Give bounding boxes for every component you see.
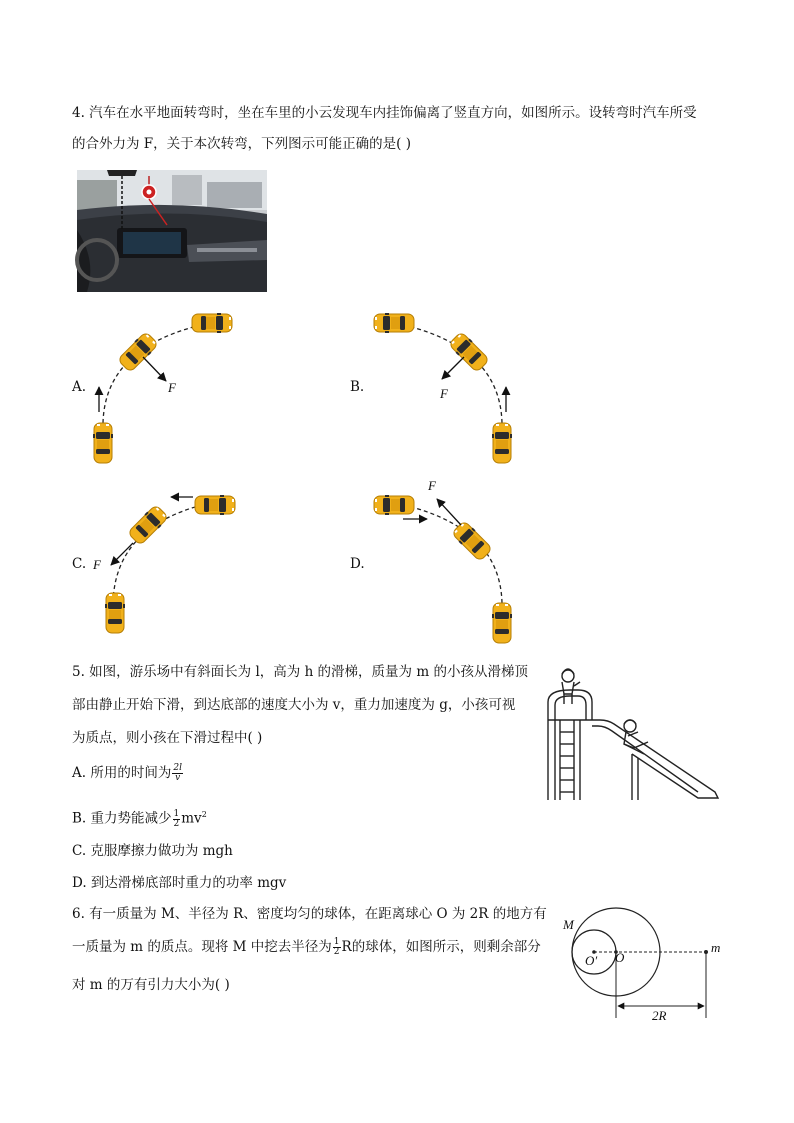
car-interior-photo: [77, 170, 267, 292]
q4-line2: 的合外力为 F，关于本次转弯，下列图示可能正确的是( ): [72, 136, 411, 152]
q5-option-b-fraction: [173, 810, 181, 829]
option-c-label: C.: [72, 556, 87, 572]
q6-line2-prefix: 一质量为 m 的质点。现将 M 中挖去半径为: [72, 939, 332, 955]
fraction-numerator: 2l: [173, 763, 182, 773]
q5-option-b-sup: 2: [201, 810, 207, 819]
q5-option-a-fraction: [172, 764, 183, 783]
force-label-c: F: [93, 557, 101, 572]
force-label-a: F: [168, 380, 176, 395]
q5-option-a: [72, 764, 184, 783]
option-d-label: D.: [350, 556, 365, 572]
q5-option-b: [72, 806, 207, 829]
force-label-d: F: [428, 478, 436, 493]
sphere-label-m: m: [711, 940, 721, 955]
q5-line2: 部由静止开始下滑，到达底部的速度大小为 v，重力加速度为 g，小孩可视: [72, 697, 516, 713]
q6-line2-suffix: R的球体，如图所示，则剩余部分: [341, 939, 541, 955]
diagram-c: [85, 485, 245, 645]
sphere-label-O: O: [615, 950, 625, 965]
fraction-denominator: 2: [333, 947, 340, 957]
sphere-label-2R: 2R: [652, 1008, 667, 1023]
q6-fraction: [333, 938, 341, 957]
slide-illustration: [540, 660, 725, 805]
diagram-a: [85, 305, 245, 475]
fraction-numerator: 1: [173, 808, 180, 819]
q6-line3: 对 m 的万有引力大小为( ): [72, 977, 230, 993]
q5-option-b-suffix: mv: [181, 810, 202, 827]
sphere-label-M: M: [563, 917, 574, 932]
q4-line1: 4. 汽车在水平地面转弯时，坐在车里的小云发现车内挂饰偏离了竖直方向，如图所示。设转弯时汽车所受: [72, 105, 697, 121]
q5-option-a-text: A. 所用的时间为: [72, 765, 172, 781]
q6-line1: 6. 有一质量为 M、半径为 R、密度均匀的球体，在距离球心 O 为 2R 的地方有: [72, 906, 547, 922]
q6-line2: [72, 938, 541, 957]
diagram-d: [365, 485, 525, 645]
q5-line1: 5. 如图，游乐场中有斜面长为 l，高为 h 的滑梯，质量为 m 的小孩从滑梯顶: [72, 664, 528, 680]
force-label-b: F: [440, 386, 448, 401]
q5-option-c: C. 克服摩擦力做功为 mgh: [72, 843, 233, 859]
q5-option-d: D. 到达滑梯底部时重力的功率 mgv: [72, 875, 287, 891]
fraction-denominator: 2: [173, 818, 180, 829]
fraction-denominator: v: [175, 773, 181, 783]
option-b-label: B.: [350, 379, 365, 395]
fraction-numerator: 1: [333, 937, 340, 947]
q5-line3: 为质点，则小孩在下滑过程中( ): [72, 730, 263, 746]
sphere-label-O-prime: O′: [585, 953, 598, 968]
q5-option-b-text: B. 重力势能减少: [72, 810, 172, 827]
option-a-label: A.: [72, 379, 87, 395]
